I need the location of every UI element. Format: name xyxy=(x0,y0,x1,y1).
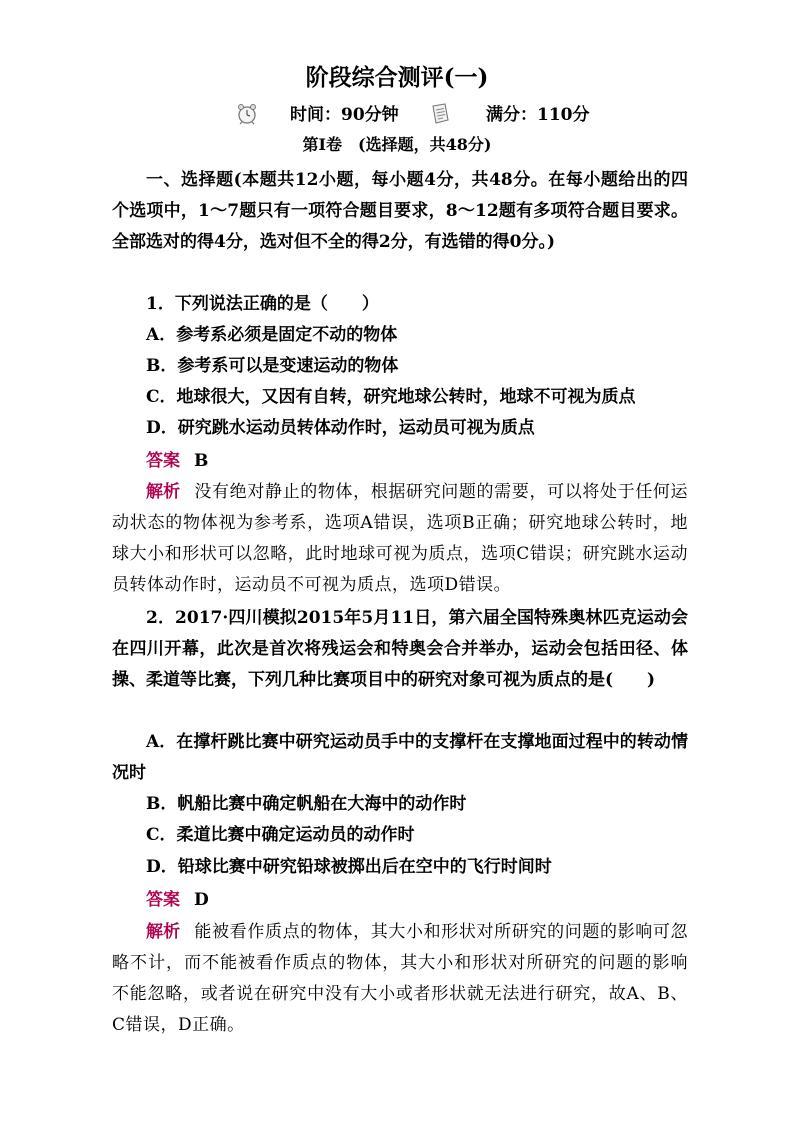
explanation-label: 解析 xyxy=(146,922,181,942)
exam-meta xyxy=(0,101,794,129)
question-2-option-c: C．柔道比赛中确定运动员的动作时 xyxy=(146,825,415,845)
answer-value: B xyxy=(194,451,209,471)
question-1-option-b: B．参考系可以是变速运动的物体 xyxy=(146,356,399,376)
question-2-option-d: D．铅球比赛中研究铅球被掷出后在空中的飞行时间时 xyxy=(146,857,552,877)
part-heading: 第Ⅰ卷 (选择题，共48分) xyxy=(302,135,492,154)
exam-full-score: 满分：110分 xyxy=(486,105,590,125)
answer-label: 答案 xyxy=(146,451,180,471)
question-1-option-d: D．研究跳水运动员转体动作时，运动员可视为质点 xyxy=(146,418,535,438)
alarm-clock-icon xyxy=(236,103,258,125)
question-2-option-b: B．帆船比赛中确定帆船在大海中的动作时 xyxy=(146,794,467,814)
explanation-text: 能被看作质点的物体，其大小和形状对所研究的问题的影响可忽略不计，而不能被看作质点的物体，其大小和形状对所研究的问题的影响不能忽略，或者说在研究中没有大小或者形状就无法进行研究，故A、B、C错误，D正确。 xyxy=(112,922,689,1035)
answer-label: 答案 xyxy=(146,890,180,910)
exam-time: 时间：90分钟 xyxy=(290,105,399,125)
question-2-explanation xyxy=(112,917,688,1041)
explanation-text: 没有绝对静止的物体，根据研究问题的需要，可以将处于任何运动状态的物体视为参考系，选项A错误，选项B正确；研究地球公转时，地球大小和形状可以忽略，此时地球可视为质点，选项C错误；研究跳水运动员转体动作时，运动员不可视为质点，选项D错误。 xyxy=(112,482,689,595)
question-1-stem: 1．下列说法正确的是（ ） xyxy=(146,294,379,314)
question-2-option-a: A．在撑杆跳比赛中研究运动员手中的支撑杆在支撑地面过程中的转动情况时 xyxy=(112,732,688,783)
question-1-explanation xyxy=(112,477,688,601)
question-2-answer xyxy=(146,885,209,916)
section-instructions: 一、选择题(本题共12小题，每小题4分，共48分。在每小题给出的四个选项中，1～7题只有一项符合题目要求，8～12题有多项符合题目要求。全部选对的得4分，选对但不全的得2分，有选错的得0分。) xyxy=(112,170,688,252)
exam-paper-icon xyxy=(430,103,450,125)
explanation-label: 解析 xyxy=(146,482,181,502)
question-1-option-a: A．参考系必须是固定不动的物体 xyxy=(146,325,398,345)
answer-value: D xyxy=(194,890,209,910)
question-1-option-c: C．地球很大，又因有自转，研究地球公转时，地球不可视为质点 xyxy=(146,387,636,407)
question-1-answer xyxy=(146,446,208,477)
question-2-stem: 2．2017·四川模拟2015年5月11日，第六届全国特殊奥林匹克运动会在四川开幕，此次是首次将残运会和特奥会合并举办，运动会包括田径、体操、柔道等比赛，下列几种比赛项目中的研究对象可视为质点的是( ) xyxy=(112,608,688,690)
page-title: 阶段综合测评(一) xyxy=(305,64,489,91)
